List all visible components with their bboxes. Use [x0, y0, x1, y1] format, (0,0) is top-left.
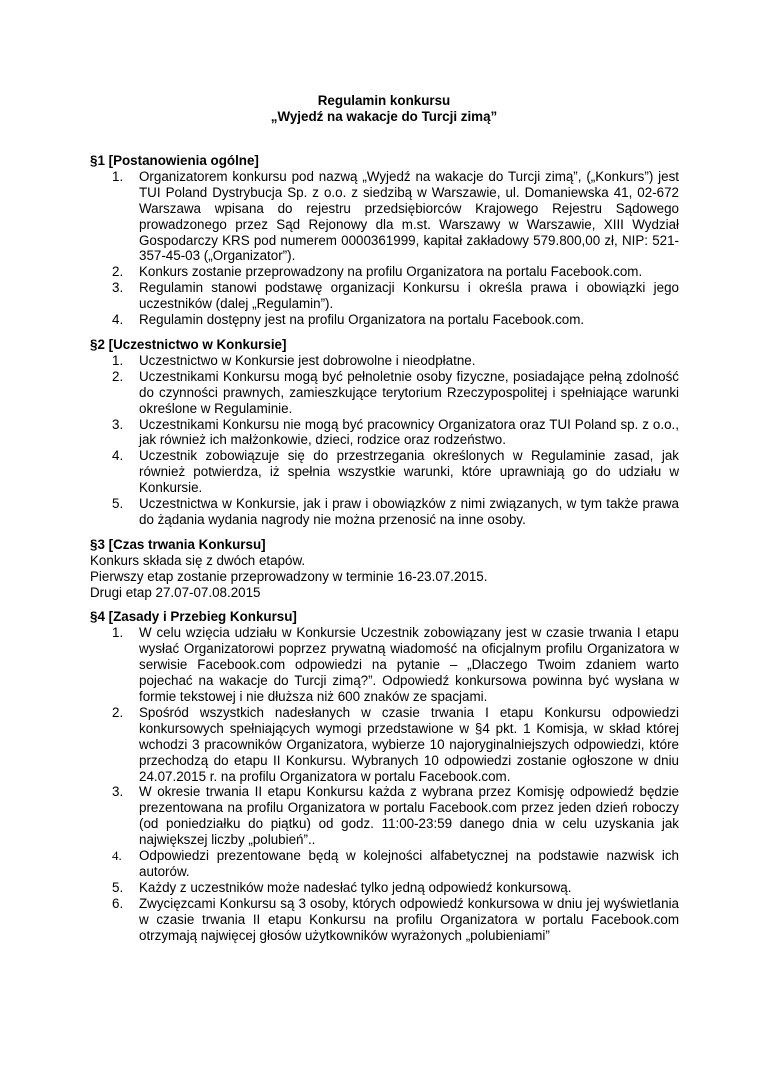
list-item-text: Uczestnikami Konkursu mogą być pełnoletnie osoby fizyczne, posiadające pełną zdolność do czynności prawnych, zamieszkujące terytorium Rzeczypospolitej i spełniające warunki określone w Regulaminie.	[139, 368, 679, 416]
list-number: 2.	[112, 264, 124, 280]
list-item-text: Każdy z uczestników może nadesłać tylko jedną odpowiedź konkursową.	[139, 879, 572, 895]
list-item-text: Zwycięzcami Konkursu są 3 osoby, których odpowiedź konkursowa w dniu jej wyświetlania w czasie trwania II etapu Konkursu na profilu Organizatora w portalu Facebook.com otrzymają najwięcej głosów użytkowników wyrażonych „polubieniami”	[139, 895, 679, 943]
list-number: 2.	[112, 368, 124, 384]
list-item	[90, 896, 679, 944]
numbered-list	[90, 169, 679, 328]
list-number: 2.	[112, 704, 124, 720]
list-number: 6.	[112, 895, 124, 911]
list-number: 3.	[112, 784, 124, 800]
list-item-text: Konkurs zostanie przeprowadzony na profilu Organizatora na portalu Facebook.com.	[139, 264, 643, 280]
list-number: 4.	[112, 312, 124, 328]
list-item	[90, 448, 679, 496]
list-item	[90, 312, 679, 328]
numbered-list	[90, 353, 679, 528]
list-item-text: Odpowiedzi prezentowane będą w kolejności alfabetycznej na podstawie nazwisk ich autorów.	[139, 848, 679, 879]
list-number: 1.	[112, 625, 124, 641]
list-number: 4.	[112, 848, 122, 864]
list-item	[90, 784, 679, 848]
list-item	[90, 353, 679, 369]
list-item-text: Uczestnictwo w Konkursie jest dobrowolne i nieodpłatne.	[139, 352, 476, 368]
section-heading: §2 [Uczestnictwo w Konkursie]	[90, 336, 287, 352]
paragraph-line: Konkurs składa się z dwóch etapów.	[90, 552, 306, 568]
list-number: 5.	[112, 496, 124, 512]
section-3	[90, 537, 679, 601]
list-number: 4.	[112, 448, 124, 464]
list-number: 3.	[112, 280, 124, 296]
document-body	[90, 153, 679, 953]
numbered-list	[90, 625, 679, 943]
section-heading: §1 [Postanowienia ogólne]	[90, 153, 259, 168]
section-heading: §4 [Zasady i Przebieg Konkursu]	[90, 609, 297, 625]
list-item-text: W celu wzięcia udziału w Konkursie Uczestnik zobowiązany jest w czasie trwania I etapu wysłać Organizatorowi poprzez prywatną wiadomość na oficjalnym profilu Organizatora w serwisie Facebook.com odpowiedzi na pytanie – „Dlaczego Twoim zdaniem warto pojechać na wakacje do Turcji zimą?”. Odpowiedź konkursowa powinna być wysłana w formie tekstowej i nie dłuższa niż 600 znaków ze spacjami.	[139, 625, 679, 704]
section-1	[90, 153, 679, 328]
list-item-text: Uczestnik zobowiązuje się do przestrzegania określonych w Regulaminie zasad, jak również potwierdza, iż spełnia wszystkie warunki, które uprawniają go do udziału w Konkursie.	[139, 448, 679, 496]
list-item	[90, 848, 679, 880]
list-number: 1.	[112, 168, 124, 184]
list-number: 3.	[112, 416, 124, 432]
list-item	[90, 625, 679, 705]
list-item	[90, 880, 679, 896]
list-number: 5.	[112, 879, 124, 895]
list-item-text: Spośród wszystkich nadesłanych w czasie trwania I etapu Konkursu odpowiedzi konkursowych spełniających wymogi przedstawione w §4 pkt. 1 Komisja, w skład której wchodzi 3 pracowników Organizatora, wybierze 10 najoryginalniejszych odpowiedzi, które przechodzą do etapu II Konkursu. Wybranych 10 odpowiedzi zostanie ogłoszone w dniu 24.07.2015 r. na profilu Organizatora w portalu Facebook.com.	[139, 704, 679, 784]
section-heading: §3 [Czas trwania Konkursu]	[90, 536, 266, 552]
list-number: 1.	[112, 352, 124, 368]
list-item-text: W okresie trwania II etapu Konkursu każda z wybrana przez Komisję odpowiedź będzie prezentowana na profilu Organizatora w portalu Facebook.com przez jeden dzień roboczy (od poniedziałku do piątku) od godz. 11:00-23:59 danego dnia w celu uzyskania jak największej liczby „polubień”..	[139, 784, 679, 848]
list-item	[90, 417, 679, 449]
document-title	[0, 93, 768, 125]
section-2	[90, 337, 679, 528]
title-line-1: Regulamin konkursu	[317, 93, 451, 108]
list-item	[90, 280, 679, 312]
list-item-text: Regulamin stanowi podstawę organizacji Konkursu i określa prawa i obowiązki jego uczestników (dalej „Regulamin”).	[139, 280, 679, 312]
section-4	[90, 609, 679, 943]
title-line-2: „Wyjedź na wakacje do Turcji zimą”	[270, 109, 498, 124]
list-item	[90, 169, 679, 264]
list-item	[90, 369, 679, 417]
list-item	[90, 264, 679, 280]
list-item	[90, 705, 679, 785]
paragraph-line: Pierwszy etap zostanie przeprowadzony w terminie 16-23.07.2015.	[90, 568, 488, 584]
list-item	[90, 496, 679, 528]
list-item-text: Uczestnictwa w Konkursie, jak i praw i obowiązków z nimi związanych, w tym także prawa do żądania wydania nagrody nie można przenosić na inne osoby.	[139, 496, 679, 527]
paragraph-line: Drugi etap 27.07-07.08.2015	[90, 584, 261, 600]
list-item-text: Uczestnikami Konkursu nie mogą być pracownicy Organizatora oraz TUI Poland sp. z o.o., jak również ich małżonkowie, dzieci, rodzice oraz rodzeństwo.	[139, 416, 679, 448]
list-item-text: Regulamin dostępny jest na profilu Organizatora na portalu Facebook.com.	[139, 312, 585, 328]
list-item-text: Organizatorem konkursu pod nazwą „Wyjedź na wakacje do Turcji zimą”, („Konkurs”) jest TUI Poland Dystrybucja Sp. z o.o. z siedzibą w Warszawie, ul. Domaniewska 41, 02-672 Warszawa wpisana do rejestru przedsiębiorców Krajowego Rejestru Sądowego prowadzonego przez Sąd Rejonowy dla m.st. Warszawy w Warszawie, XIII Wydział Gospodarczy KRS pod numerem 0000361999, kapitał zakładowy 579.800,00 zł, NIP: 521-357-45-03 („Organizator”).	[139, 168, 679, 264]
